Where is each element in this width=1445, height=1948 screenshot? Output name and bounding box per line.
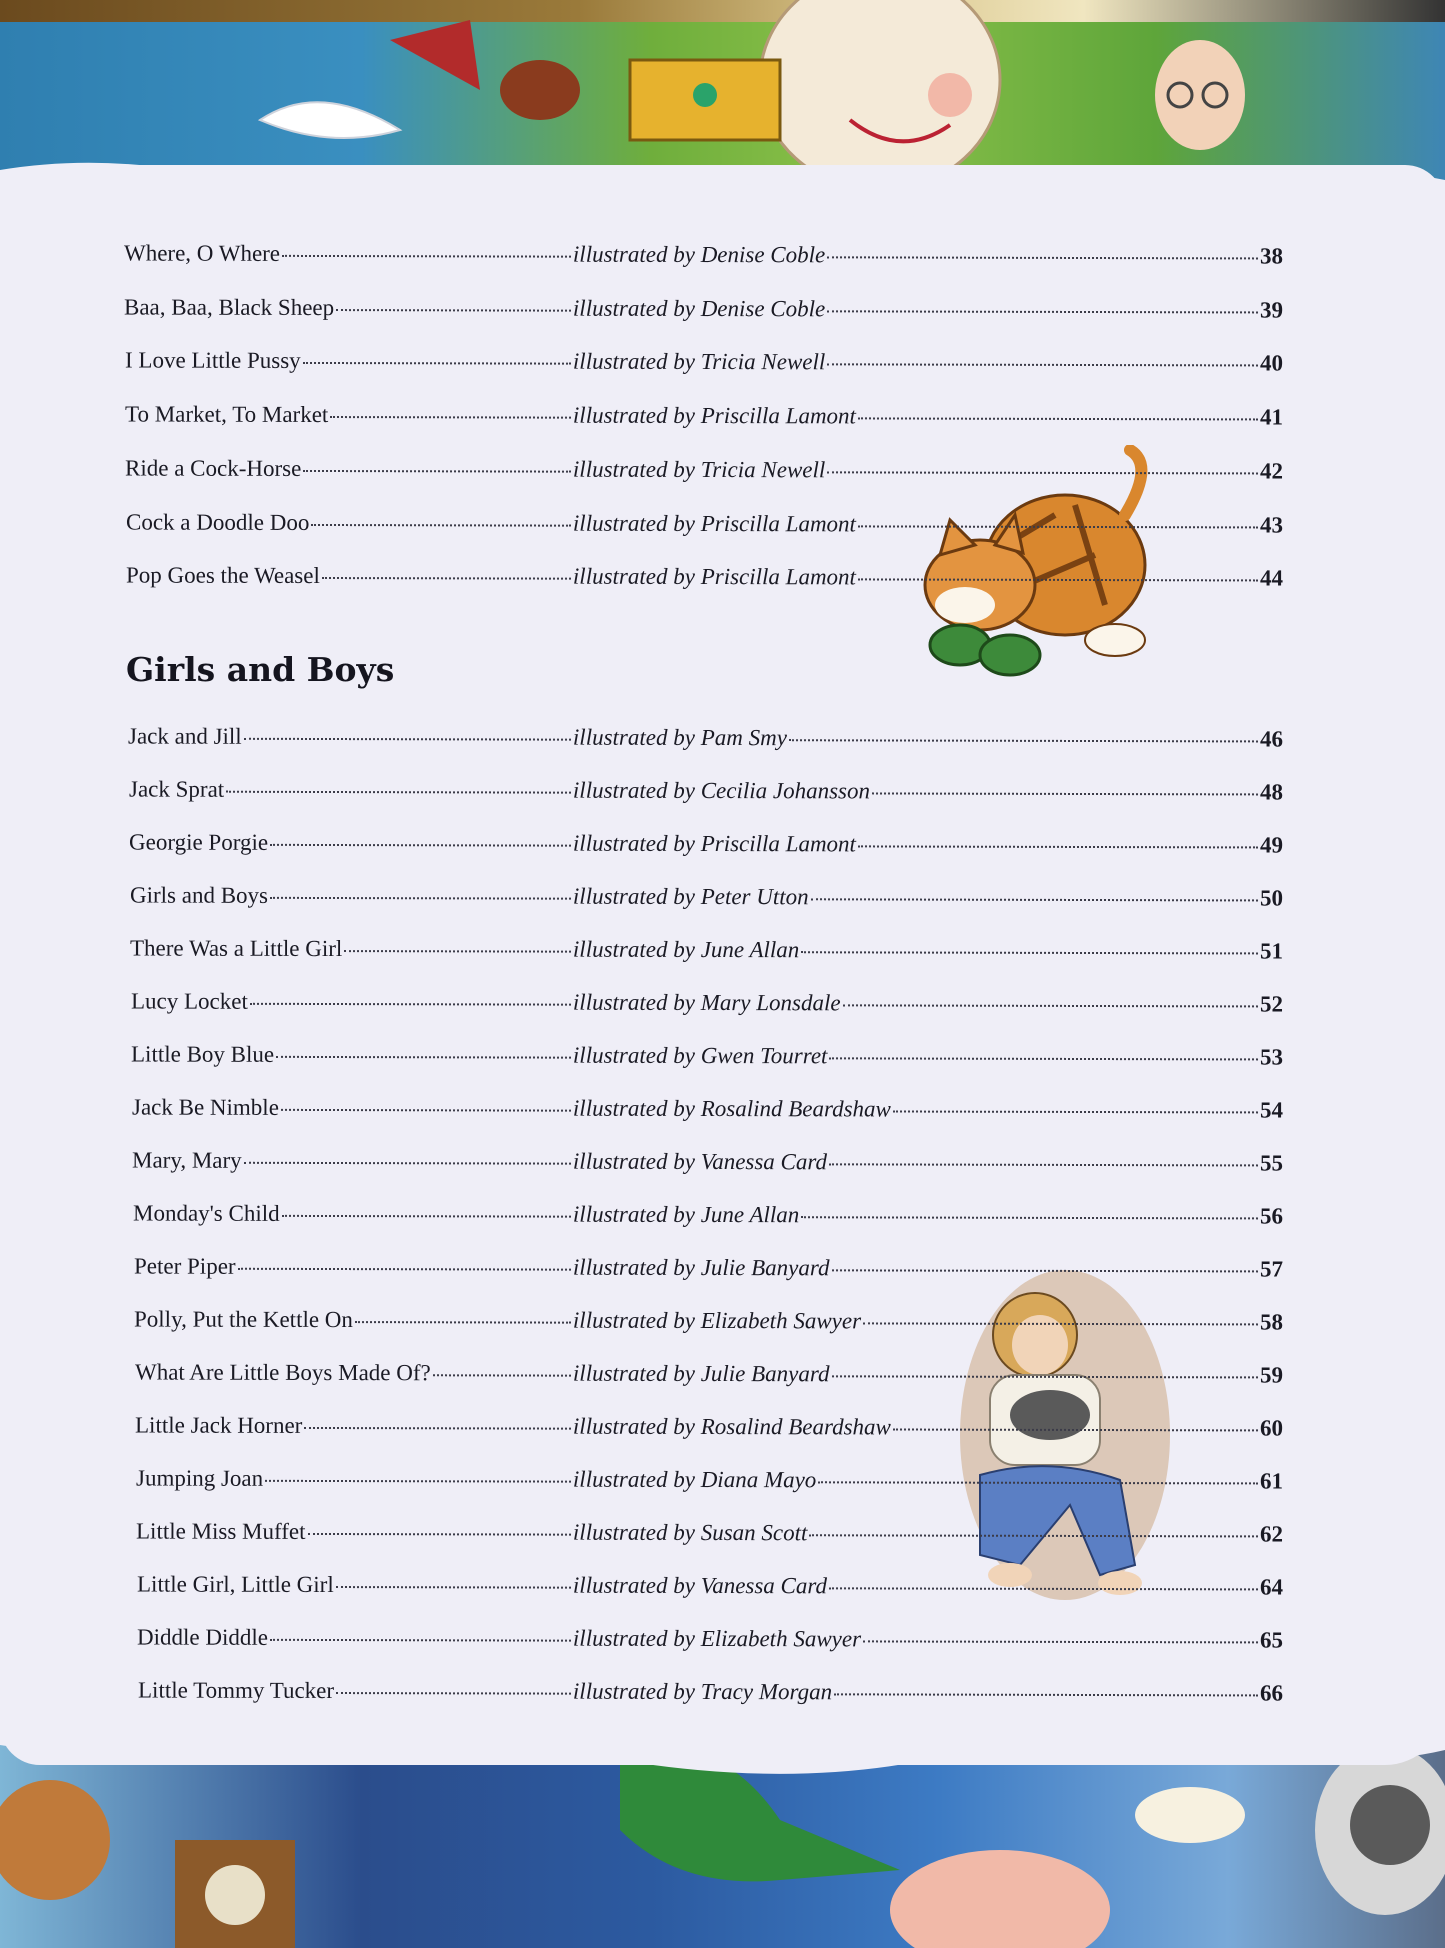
entry-illustrator: illustrated by Denise Coble [572,241,826,268]
entry-page-number: 56 [1259,1203,1284,1229]
toc-entry [128,723,1283,766]
dot-leader [244,1162,571,1165]
dot-leader [818,1481,1258,1484]
entry-page-number: 39 [1259,297,1284,323]
entry-page-number: 66 [1259,1680,1284,1706]
toc-entry [129,829,1283,872]
dot-leader [336,309,571,312]
dot-leader [282,1215,571,1218]
toc-entry [125,455,1283,498]
entry-title: Jack Be Nimble [131,1094,279,1120]
entry-title: Little Tommy Tucker [137,1677,335,1704]
dot-leader [893,1428,1258,1431]
dot-leader [829,1163,1258,1166]
dot-leader [336,1692,571,1695]
entry-page-number: 64 [1259,1574,1284,1600]
dot-leader [832,1375,1259,1378]
entry-illustrator: illustrated by Rosalind Beardshaw [572,1095,891,1122]
entry-page-number: 58 [1259,1309,1284,1335]
dot-leader [834,1693,1258,1696]
entry-page-number: 53 [1259,1044,1284,1070]
dot-leader [863,1322,1258,1325]
entry-illustrator: illustrated by Tricia Newell [572,349,826,375]
toc-entry [126,563,1283,606]
entry-page-number: 59 [1259,1362,1284,1388]
dot-leader [250,1003,571,1006]
dot-leader [433,1374,571,1376]
entry-illustrator: illustrated by Julie Banyard [572,1254,830,1281]
entry-title: Little Girl, Little Girl [136,1571,334,1598]
entry-page-number: 49 [1259,832,1284,858]
entry-illustrator: illustrated by Rosalind Beardshaw [572,1413,891,1440]
dot-leader [265,1480,571,1483]
entry-page-number: 62 [1259,1521,1284,1547]
entry-title: Little Jack Horner [134,1412,303,1438]
entry-page-number: 43 [1259,511,1284,538]
dot-leader [270,1639,571,1642]
entry-title: To Market, To Market [124,401,329,428]
entry-illustrator: illustrated by Diana Mayo [572,1466,817,1493]
dot-leader [276,1056,571,1059]
toc-entry [134,1253,1283,1296]
entry-title: Polly, Put the Kettle On [133,1306,353,1333]
dot-leader [270,897,571,900]
entry-illustrator: illustrated by Pam Smy [572,724,787,751]
entry-illustrator: illustrated by Gwen Tourret [572,1042,828,1069]
toc-entry [126,509,1283,552]
toc-entry [130,882,1283,925]
entry-illustrator: illustrated by Julie Banyard [572,1360,830,1387]
dot-leader [827,471,1258,474]
toc-entry [136,1465,1283,1508]
entry-page-number: 42 [1259,458,1284,484]
entry-illustrator: illustrated by June Allan [572,936,800,963]
dot-leader [304,1427,571,1430]
entry-title: Peter Piper [133,1253,236,1279]
dot-leader [282,255,571,258]
entry-page-number: 52 [1259,991,1284,1017]
dot-leader [330,416,571,419]
dot-leader [829,1057,1258,1060]
toc-entry [135,1412,1283,1455]
toc-entry [124,240,1283,283]
toc-entry [136,1518,1283,1561]
entry-page-number: 40 [1259,350,1284,376]
entry-page-number: 57 [1259,1256,1284,1282]
dot-leader [226,791,571,794]
toc-entry [124,294,1283,337]
entry-page-number: 60 [1259,1415,1284,1441]
dot-leader [789,739,1258,742]
dot-leader [303,470,571,473]
dot-leader [308,1533,571,1536]
entry-title: Monday's Child [132,1200,280,1226]
entry-illustrator: illustrated by Priscilla Lamont [572,510,857,536]
dot-leader [270,844,571,847]
dot-leader [827,310,1258,313]
entry-page-number: 50 [1259,885,1284,911]
entry-illustrator: illustrated by Vanessa Card [572,1572,828,1599]
entry-page-number: 48 [1259,779,1284,805]
dot-leader [281,1109,571,1112]
toc-entry [135,1359,1283,1402]
toc-entry [125,402,1283,445]
entry-illustrator: illustrated by June Allan [572,1201,800,1228]
entry-page-number: 41 [1259,404,1284,430]
dot-leader [244,738,571,741]
dot-leader [811,898,1258,901]
entry-illustrator: illustrated by Peter Utton [572,883,809,910]
dot-leader [872,792,1258,795]
entry-illustrator: illustrated by Susan Scott [572,1519,808,1546]
toc-entry [130,935,1283,978]
entry-illustrator: illustrated by Cecilia Johansson [572,777,871,804]
entry-title: Georgie Porgie [128,829,269,855]
dot-leader [344,950,571,953]
entry-illustrator: illustrated by Tracy Morgan [572,1678,833,1705]
entry-title: What Are Little Boys Made Of? [134,1359,431,1386]
dot-leader [863,1640,1258,1643]
toc-entry [131,988,1283,1031]
dot-leader [801,951,1258,954]
entry-illustrator: illustrated by Elizabeth Sawyer [572,1625,862,1652]
dot-leader [809,1534,1258,1537]
entry-page-number: 54 [1259,1097,1284,1123]
entry-title: Jumping Joan [135,1465,264,1491]
entry-illustrator: illustrated by Elizabeth Sawyer [572,1307,862,1334]
entry-title: Cock a Doodle Doo [125,508,310,535]
entry-page-number: 61 [1259,1468,1284,1494]
entry-illustrator: illustrated by Denise Coble [572,295,826,322]
dot-leader [311,523,571,526]
dot-leader [336,1586,571,1589]
dot-leader [801,1216,1258,1219]
entry-page-number: 44 [1259,565,1284,591]
toc-entry [134,1306,1283,1349]
entry-illustrator: illustrated by Priscilla Lamont [572,830,857,857]
toc-entry [138,1678,1283,1721]
entry-title: There Was a Little Girl [129,935,343,962]
dot-leader [827,256,1258,259]
toc-entry [131,1041,1283,1084]
dot-leader [355,1321,571,1324]
dot-leader [238,1268,571,1271]
entry-title: Little Miss Muffet [135,1518,306,1544]
dot-leader [829,1587,1258,1590]
entry-page-number: 51 [1259,938,1284,964]
entry-title: Mary, Mary [131,1147,242,1173]
entry-illustrator: illustrated by Mary Lonsdale [572,989,841,1016]
entry-illustrator: illustrated by Tricia Newell [572,456,826,483]
entry-title: Lucy Locket [130,988,248,1014]
toc-entry [125,348,1283,391]
toc-entry [132,1094,1283,1137]
entry-page-number: 46 [1259,726,1284,752]
entry-title: Where, O Where [123,240,281,266]
dot-leader [893,1110,1258,1113]
toc-entry [137,1625,1283,1668]
entry-title: I Love Little Pussy [124,347,301,374]
toc-entry [132,1147,1283,1190]
entry-title: Jack and Jill [127,723,242,749]
entry-title: Diddle Diddle [136,1624,269,1650]
section-heading: Girls and Boys [126,650,395,689]
dot-leader [303,362,571,365]
entry-illustrator: illustrated by Vanessa Card [572,1148,828,1175]
entry-illustrator: illustrated by Priscilla Lamont [572,563,857,590]
toc-entry [129,776,1283,819]
dot-leader [827,364,1258,367]
dot-leader [858,417,1258,420]
entry-page-number: 65 [1259,1627,1284,1653]
entry-title: Pop Goes the Weasel [125,562,320,589]
dot-leader [843,1004,1258,1007]
dot-leader [322,577,571,580]
dot-leader [858,579,1258,582]
dot-leader [832,1269,1259,1272]
entry-page-number: 38 [1259,243,1284,269]
entry-title: Ride a Cock-Horse [124,455,302,481]
dot-leader [858,525,1258,528]
entry-title: Girls and Boys [129,882,269,908]
toc-entry [137,1572,1283,1615]
entry-illustrator: illustrated by Priscilla Lamont [572,402,857,429]
entry-title: Baa, Baa, Black Sheep [123,294,335,320]
entry-title: Little Boy Blue [130,1041,275,1067]
dot-leader [858,845,1258,848]
toc-entry [133,1200,1283,1243]
entry-title: Jack Sprat [128,776,225,802]
entry-page-number: 55 [1259,1150,1284,1176]
